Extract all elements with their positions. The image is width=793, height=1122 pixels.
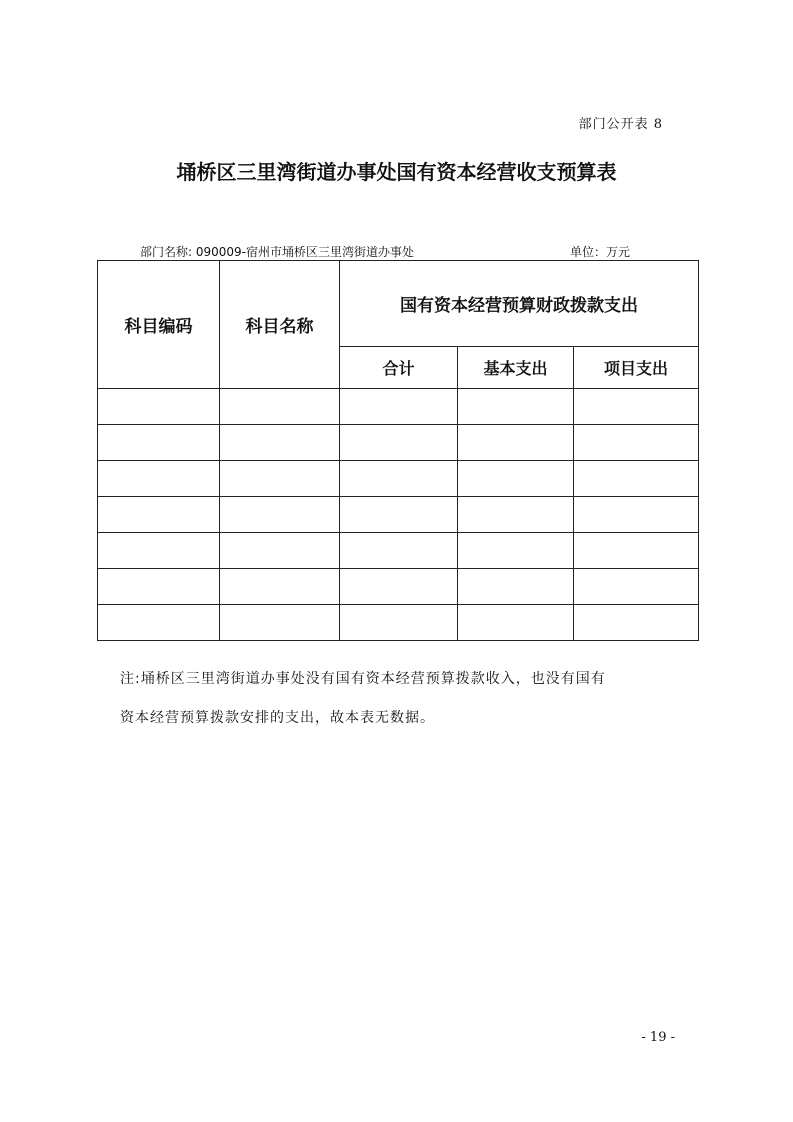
table-cell — [98, 569, 220, 605]
table-cell — [220, 425, 340, 461]
table-row — [98, 605, 699, 641]
table-cell — [98, 461, 220, 497]
table-cell — [98, 389, 220, 425]
note-line-2: 资本经营预算拨款安排的支出，故本表无数据。 — [120, 710, 435, 726]
column-header-basic: 基本支出 — [458, 347, 574, 389]
table-cell — [98, 497, 220, 533]
table-cell — [340, 425, 458, 461]
document-label: 部门公开表 8 — [578, 117, 663, 132]
table-cell — [220, 497, 340, 533]
table-cell — [98, 425, 220, 461]
table-cell — [574, 425, 699, 461]
table-cell — [458, 389, 574, 425]
table-header-row — [98, 261, 699, 347]
table-cell — [340, 497, 458, 533]
table-cell — [340, 461, 458, 497]
table-cell — [220, 389, 340, 425]
note-line-1: 注:埇桥区三里湾街道办事处没有国有资本经营预算拨款收入，也没有国有 — [120, 671, 606, 687]
column-group-header: 国有资本经营预算财政拨款支出 — [340, 261, 699, 347]
unit-label: 单位：万元 — [570, 245, 631, 259]
budget-table — [97, 260, 699, 641]
column-header-code: 科目编码 — [98, 261, 220, 389]
table-cell — [458, 605, 574, 641]
table-cell — [98, 533, 220, 569]
table-cell — [458, 569, 574, 605]
column-header-name: 科目名称 — [220, 261, 340, 389]
table-row — [98, 425, 699, 461]
table-cell — [220, 605, 340, 641]
table-cell — [574, 569, 699, 605]
table-cell — [458, 425, 574, 461]
table-cell — [574, 605, 699, 641]
table-cell — [340, 569, 458, 605]
table-cell — [340, 389, 458, 425]
table-cell — [340, 605, 458, 641]
table-cell — [340, 533, 458, 569]
table-cell — [574, 497, 699, 533]
table-cell — [220, 461, 340, 497]
table-row — [98, 569, 699, 605]
table-cell — [574, 389, 699, 425]
column-header-project: 项目支出 — [574, 347, 699, 389]
table-cell — [574, 533, 699, 569]
table-cell — [220, 533, 340, 569]
table-row — [98, 389, 699, 425]
table-row — [98, 497, 699, 533]
table-cell — [220, 569, 340, 605]
table-row — [98, 533, 699, 569]
page-title: 埇桥区三里湾街道办事处国有资本经营收支预算表 — [176, 160, 617, 184]
page-number: - 19 - — [641, 1030, 675, 1045]
table-cell — [574, 461, 699, 497]
column-header-total: 合计 — [340, 347, 458, 389]
table-cell — [458, 497, 574, 533]
table-cell — [98, 605, 220, 641]
table-cell — [458, 533, 574, 569]
department-name: 部门名称: 090009-宿州市埇桥区三里湾街道办事处 — [140, 245, 414, 259]
table-row — [98, 461, 699, 497]
table-cell — [458, 461, 574, 497]
